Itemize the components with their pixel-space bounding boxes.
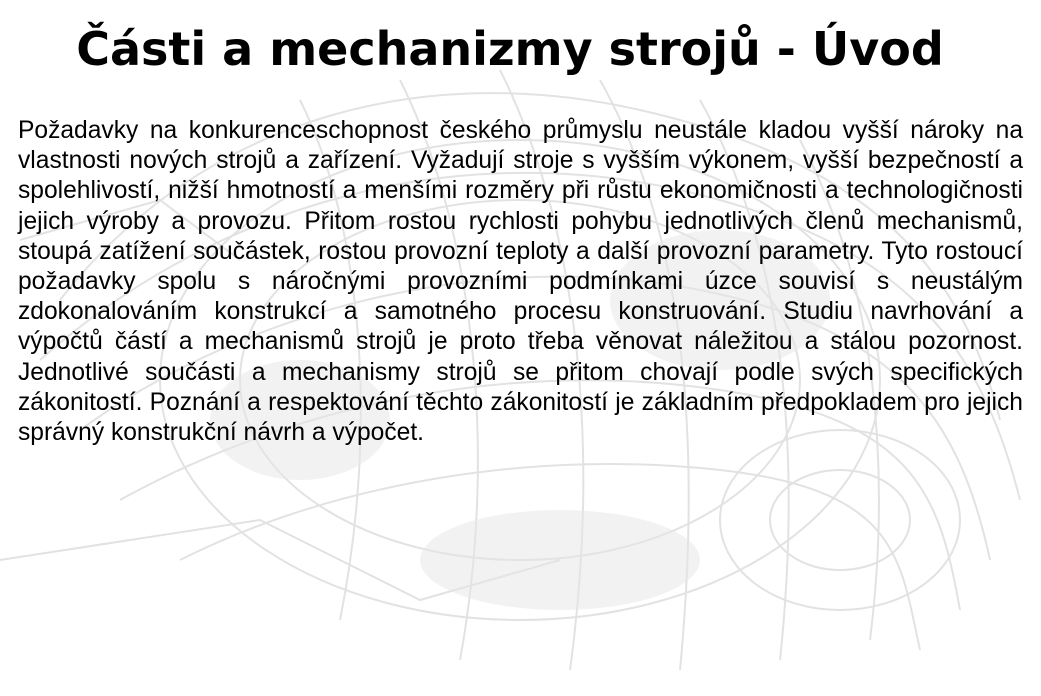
slide-title: Části a mechanizmy strojů - Úvod: [76, 22, 944, 76]
slide-body-text: Požadavky na konkurenceschopnost českého průmyslu neustále kladou vyšší nároky na vlastnosti nových strojů a zařízení. Vyžadují stroje s vyšším výkonem, vyšší bezpečností a spolehlivostí, nižší hmotností a menšími rozměry při růstu ekonomičnosti a technologičnosti jejich výroby a provozu. Přitom rostou rychlosti pohybu jednotlivých členů mechanismů, stoupá zatížení součástek, rostou provozní teploty a další provozní parametry. Tyto rostoucí požadavky spolu s náročnými provozními podmínkami úzce souvisí s neustálým zdokonalováním konstrukcí a samotného procesu konstruování. Studiu navrhování a výpočtů částí a mechanismů strojů je proto třeba věnovat náležitou a stálou pozornost. Jednotlivé součásti a mechanismy strojů se přitom chovají podle svých specifických zákonitostí. Poznání a respektování těchto zákonitostí je základním předpokladem pro jejich správný konstrukční návrh a výpočet.: [18, 117, 1023, 447]
